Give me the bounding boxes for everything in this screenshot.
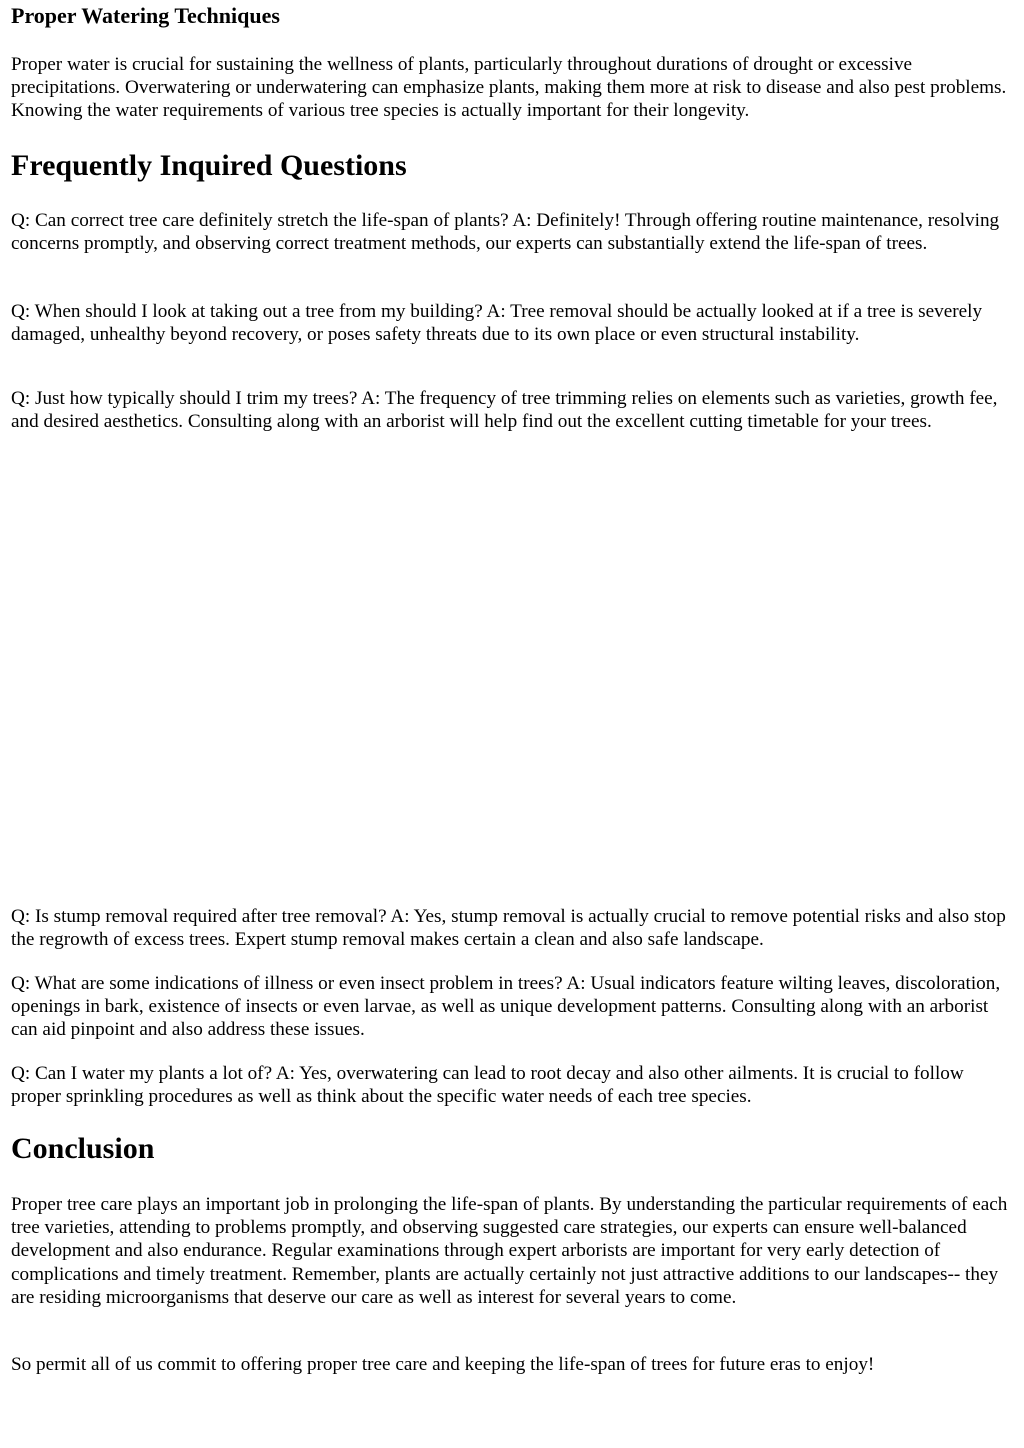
conclusion-paragraph: Proper tree care plays an important job in prolonging the life-span of plants. By understanding the particular requirements of each tree varieties, attending to problems promptly, and observing suggested care strategies, our experts can ensure well-balanced development and also endurance. Regular examinations through expert arborists are important for very early detection of complications and timely treatment. Remember, plants are actually certainly not just attractive additions to our landscapes-- they are residing microorganisms that deserve our care as well as interest for several years to come. (11, 1194, 1008, 1308)
faq-heading: Frequently Inquired Questions (11, 149, 407, 182)
faq-item-removal: Q: When should I look at taking out a tree from my building? A: Tree removal should be actually looked at if a tree is severely damaged, unhealthy beyond recovery, or poses safety threats due to its own place or even structural instability. (11, 301, 983, 346)
closing-paragraph: So permit all of us commit to offering proper tree care and keeping the life-span of trees for future eras to enjoy! (11, 1354, 875, 1375)
watering-heading: Proper Watering Techniques (11, 3, 280, 28)
conclusion-heading: Conclusion (11, 1132, 155, 1165)
faq-item-lifespan: Q: Can correct tree care definitely stretch the life-span of plants? A: Definitely! Through offering routine maintenance, resolving concerns promptly, and observing correct treatment methods, our experts can substantially extend the life-span of trees. (11, 210, 1000, 255)
faq-item-stump: Q: Is stump removal required after tree removal? A: Yes, stump removal is actually crucial to remove potential risks and also stop the regrowth of excess trees. Expert stump removal makes certain a clean and also safe landscape. (11, 906, 1006, 951)
faq-item-overwatering: Q: Can I water my plants a lot of? A: Yes, overwatering can lead to root decay and also other ailments. It is crucial to follow proper sprinkling procedures as well as think about the specific water needs of each tree species. (11, 1063, 964, 1108)
watering-paragraph: Proper water is crucial for sustaining the wellness of plants, particularly throughout durations of drought or excessive precipitations. Overwatering or underwatering can emphasize plants, making them more at risk to disease and also pest problems. Knowing the water requirements of various tree species is actually important for their longevity. (11, 54, 1007, 122)
faq-item-illness: Q: What are some indications of illness or even insect problem in trees? A: Usual indicators feature wilting leaves, discoloration, openings in bark, existence of insects or even larvae, as well as unique development patterns. Consulting along with an arborist can aid pinpoint and also address these issues. (11, 973, 1001, 1041)
faq-item-trimming: Q: Just how typically should I trim my trees? A: The frequency of tree trimming relies on elements such as varieties, growth fee, and desired aesthetics. Consulting along with an arborist will help find out the excellent cutting timetable for your trees. (11, 388, 998, 433)
